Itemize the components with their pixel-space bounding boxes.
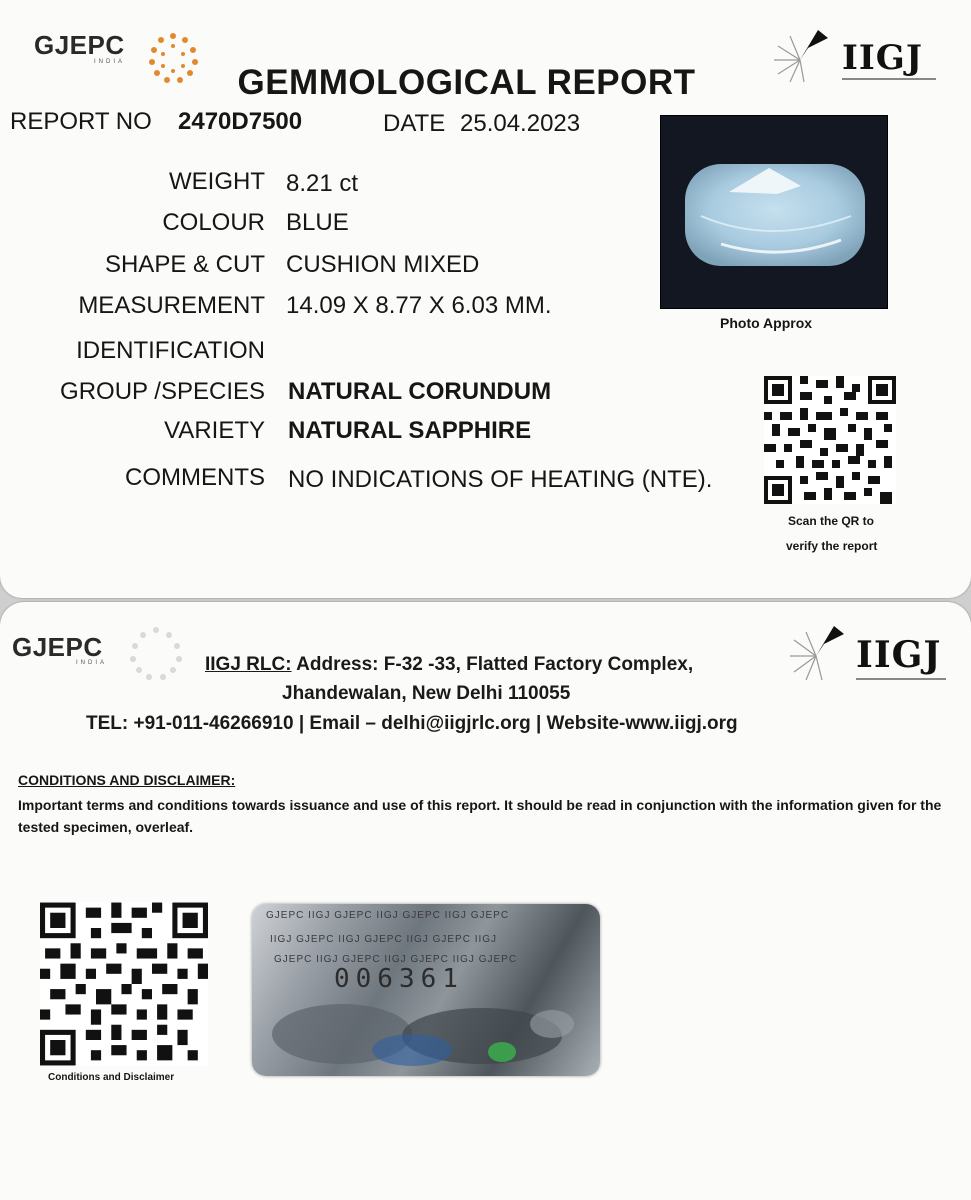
report-no-value: 2470D7500 (178, 108, 303, 135)
iigj-logo-text: IIGJ (842, 38, 923, 78)
hologram-text-line-3: GJEPC IIGJ GJEPC IIGJ GJEPC IIGJ GJEPC (274, 954, 518, 965)
conditions-text: Important terms and conditions towards issuance and use of this report. It should be read in conjunction with the information given for the tested specimen, overleaf. (18, 797, 942, 835)
qr-caption-line2: verify the report (786, 539, 878, 553)
gem-photo (660, 115, 888, 309)
field-value-weight: 8.21 ct (286, 170, 359, 197)
address-prefix: IIGJ RLC: (205, 654, 292, 675)
conditions-heading: CONDITIONS AND DISCLAIMER: (18, 772, 236, 788)
back-iigj-star-icon (786, 620, 852, 684)
hologram-serial-number: 006361 (334, 964, 464, 994)
back-gjepc-logo-subtext: INDIA (76, 660, 108, 666)
verify-qr-code[interactable] (764, 376, 896, 504)
report-back-card (0, 602, 971, 1200)
back-gjepc-logo (12, 632, 107, 666)
back-gjepc-sunburst-icon (126, 624, 186, 684)
field-label-comments: COMMENTS (125, 464, 265, 491)
disclaimer-qr-caption: Conditions and Disclaimer (48, 1072, 175, 1083)
field-value-group-species: NATURAL CORUNDUM (288, 378, 552, 405)
field-value-variety: NATURAL SAPPHIRE (288, 417, 532, 444)
disclaimer-qr-code[interactable] (40, 902, 208, 1066)
hologram-text-line-1: GJEPC IIGJ GJEPC IIGJ GJEPC IIGJ GJEPC (266, 910, 510, 921)
contact-line: TEL: +91-011-46266910 | Email – delhi@iigjrlc.org | Website-www.iigj.org (86, 713, 738, 734)
field-value-shape-cut: CUSHION MIXED (286, 251, 480, 278)
field-label-variety: VARIETY (164, 417, 265, 444)
field-label-shape-cut: SHAPE & CUT (104, 251, 265, 278)
hologram-text-line-2: IIGJ GJEPC IIGJ GJEPC IIGJ GJEPC IIGJ (270, 934, 498, 945)
address-line2: Jhandewalan, New Delhi 110055 (282, 683, 571, 704)
qr-caption-line1: Scan the QR to (788, 514, 875, 528)
field-value-comments: NO INDICATIONS OF HEATING (NTE). (288, 466, 713, 493)
back-iigj-logo-text: IIGJ (856, 634, 942, 676)
field-value-measurement: 14.09 X 8.77 X 6.03 MM. (286, 292, 552, 319)
field-value-colour: BLUE (286, 209, 349, 236)
date-value: 25.04.2023 (460, 110, 581, 137)
field-label-colour: COLOUR (162, 209, 265, 236)
gjepc-logo-text: GJEPC (34, 30, 125, 60)
back-iigj-logo-underline (856, 678, 946, 680)
hologram-security-sticker (252, 904, 600, 1076)
photo-caption: Photo Approx (720, 315, 813, 331)
date-label: DATE (383, 110, 446, 137)
field-label-group-species: GROUP /SPECIES (60, 378, 265, 405)
report-no-label: REPORT NO (10, 108, 152, 135)
field-label-weight: WEIGHT (169, 168, 265, 195)
gjepc-logo-subtext: INDIA (94, 59, 126, 65)
field-label-identification: IDENTIFICATION (76, 337, 265, 364)
report-title: GEMMOLOGICAL REPORT (237, 63, 696, 102)
hologram-pattern (252, 994, 600, 1076)
gem-image (661, 116, 887, 308)
report-front-card (0, 0, 971, 598)
field-label-measurement: MEASUREMENT (78, 292, 265, 319)
address-line1-text: Address: F-32 -33, Flatted Factory Complex, (291, 654, 694, 675)
address-line1 (205, 654, 693, 676)
back-gjepc-logo-text: GJEPC (12, 632, 103, 662)
gjepc-logo (34, 30, 125, 65)
